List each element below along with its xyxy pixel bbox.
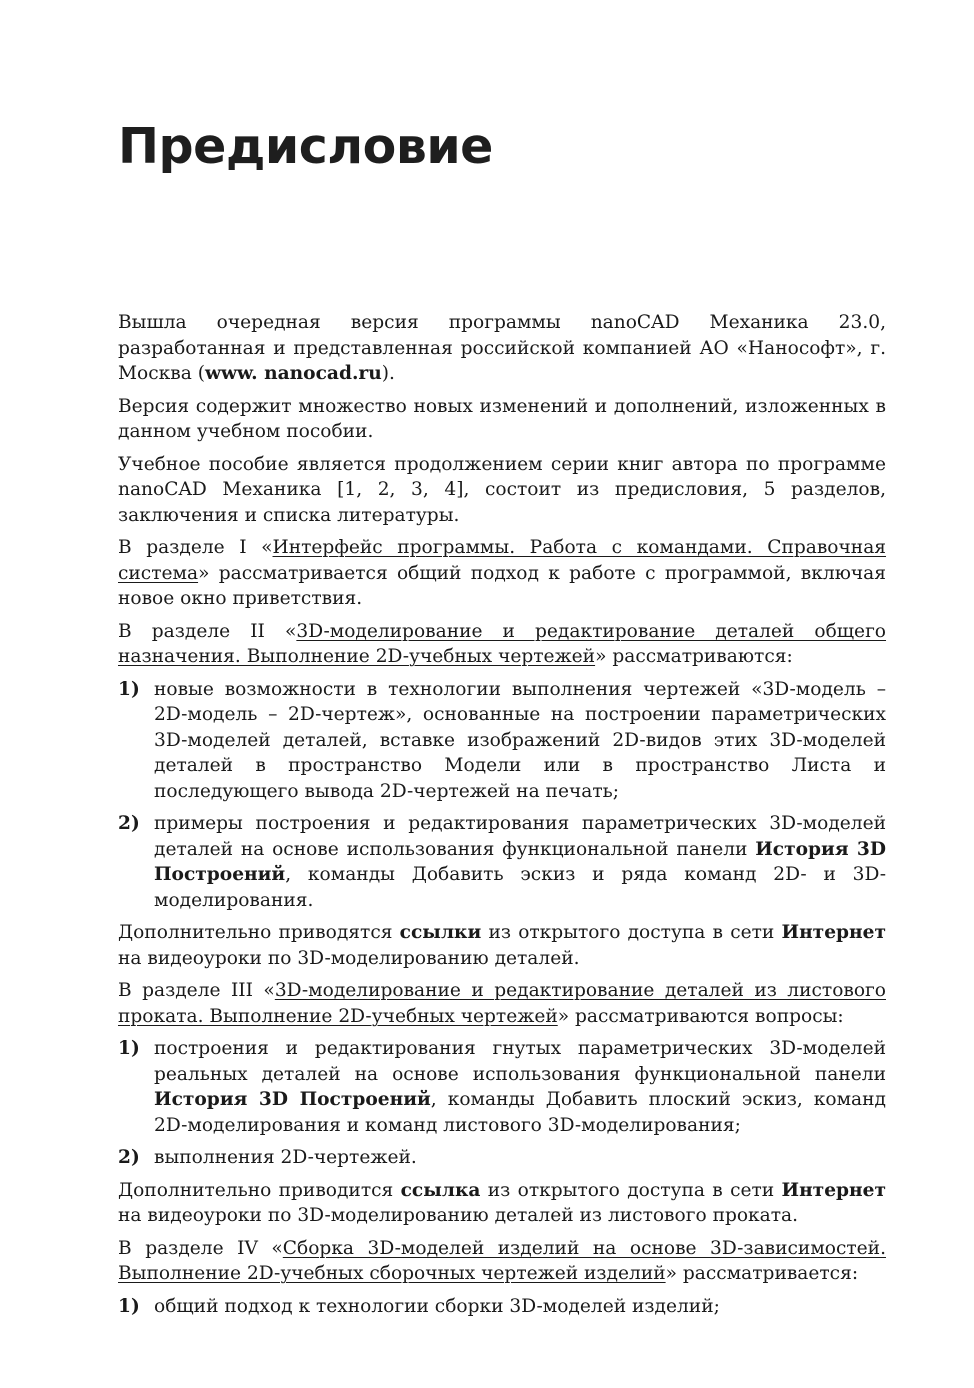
list-text: построения и редактирования гнутых параметрических 3D-моделей реальных деталей на основе использования функциональной панели История 3D Построений, команды Добавить плоский эскиз, команд 2D-моделирования и команд листового 3D-моделирования; xyxy=(154,1038,886,1136)
document-body xyxy=(118,310,886,1326)
section-1-link[interactable]: Интерфейс программы. Работа с командами. Справочная система xyxy=(118,537,887,584)
list-text: новые возможности в технологии выполнения чертежей «3D-модель – 2D-модель – 2D-чертеж», основанные на построении параметрических 3D-моделей деталей, вставке изображений 2D-видов этих 3D-моделей деталей в пространство Модели или в пространство Листа и последующего вывода 2D-чертежей на печать; xyxy=(154,678,886,802)
list-text: общий подход к технологии сборки 3D-моделей изделий; xyxy=(154,1295,720,1317)
paragraph-section-3: В разделе III «3D-моделирование и редактирование деталей из листового проката. Выполнение 2D-учебных чертежей» рассматриваются вопросы: xyxy=(118,980,886,1027)
paragraph-series: Учебное пособие является продолжением серии книг автора по программе nanoCAD Механика [1, 2, 3, 4], состоит из предисловия, 5 разделов, заключения и списка литературы. xyxy=(118,453,886,526)
section-2-list xyxy=(118,677,886,914)
paragraph-section-3-extra: Дополнительно приводится ссылка из открытого доступа в сети Интернет на видеоуроки по 3D-моделированию деталей из листового проката. xyxy=(118,1179,886,1226)
section-2-link[interactable]: 3D-моделирование и редактирование деталей общего назначения. Выполнение 2D-учебных чертежей xyxy=(118,620,887,667)
paragraph-section-2-extra: Дополнительно приводятся ссылки из открытого доступа в сети Интернет на видеоуроки по 3D-моделированию деталей. xyxy=(118,922,886,969)
page-title: Предисловие xyxy=(118,118,493,175)
paragraph-intro: Вышла очередная версия программы nanoCAD Механика 23.0, разработанная и представленная российской компанией АО «Нанософт», г. Москва (www. nanocad.ru). xyxy=(118,312,886,384)
list-item xyxy=(118,811,886,913)
section-3-list xyxy=(118,1036,886,1171)
website-link[interactable]: www. nanocad.ru xyxy=(205,363,382,384)
list-number: 2) xyxy=(118,1147,140,1168)
section-4-list xyxy=(118,1294,886,1320)
list-number: 1) xyxy=(118,1295,140,1317)
list-number: 1) xyxy=(118,678,140,700)
list-number: 2) xyxy=(118,813,140,834)
list-text: примеры построения и редактирования параметрических 3D-моделей деталей на основе использования функциональной панели История 3D Построений, команды Добавить эскиз и ряда команд 2D- и 3D-моделирования. xyxy=(154,813,886,911)
paragraph-section-4: В разделе IV «Сборка 3D-моделей изделий на основе 3D-зависимостей. Выполнение 2D-учебных сборочных чертежей изделий» рассматривается: xyxy=(118,1237,886,1284)
list-item xyxy=(118,1036,886,1138)
list-text: выполнения 2D-чертежей. xyxy=(154,1147,417,1168)
list-item xyxy=(118,1294,886,1320)
paragraph-section-1: В разделе I «Интерфейс программы. Работа с командами. Справочная система» рассматривается общий подход к работе с программой, включая новое окно приветствия. xyxy=(118,537,887,609)
section-4-link[interactable]: Сборка 3D-моделей изделий на основе 3D-зависимостей. Выполнение 2D-учебных сборочных чертежей изделий xyxy=(118,1237,886,1284)
list-item xyxy=(118,677,886,805)
list-number: 1) xyxy=(118,1038,140,1059)
section-3-link[interactable]: 3D-моделирование и редактирование деталей из листового проката. Выполнение 2D-учебных чертежей xyxy=(118,980,886,1027)
paragraph-section-2: В разделе II «3D-моделирование и редактирование деталей общего назначения. Выполнение 2D-учебных чертежей» рассматриваются: xyxy=(118,620,887,667)
paragraph-version: Версия содержит множество новых изменений и дополнений, изложенных в данном учебном пособии. xyxy=(118,395,886,442)
list-item xyxy=(118,1145,886,1171)
